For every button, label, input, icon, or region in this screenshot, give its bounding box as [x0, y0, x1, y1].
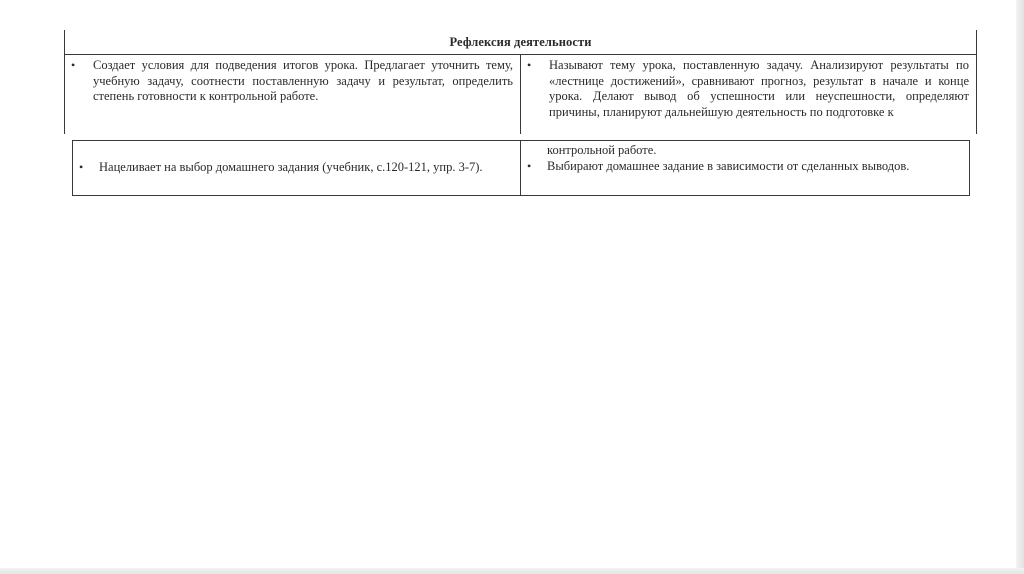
student-homework-text: Выбирают домашнее задание в зависимости от сделанных выводов. — [547, 158, 910, 173]
column-divider — [520, 55, 521, 134]
list-item — [527, 159, 963, 175]
slide-frame-right-edge — [1016, 0, 1024, 574]
slide-frame-bottom-edge — [0, 568, 1024, 574]
list-item — [527, 58, 969, 120]
student-activity-text: Называют тему урока, поставленную задачу. Анализируют результаты по «лестнице достижений», сравнивают прогноз, результат в начале и конце урока. Делают вывод об успешности или неуспешности, определяют причины, планируют дальнейшую деятельность по подготовке к — [549, 58, 969, 119]
teacher-homework-text: Нацеливает на выбор домашнего задания (учебник, с.120-121, упр. 3-7). — [99, 160, 483, 174]
bullet-icon: • — [71, 58, 76, 72]
reflection-table-fragment — [64, 30, 977, 134]
student-activity-cell — [527, 58, 969, 120]
teacher-activity-cell — [71, 58, 513, 105]
bullet-icon: • — [527, 58, 532, 72]
bullet-icon: • — [527, 158, 532, 173]
list-item — [71, 58, 513, 105]
homework-table — [72, 140, 970, 196]
student-homework-cell — [527, 143, 963, 174]
bullet-icon: • — [79, 160, 84, 174]
column-divider — [520, 141, 521, 195]
list-item — [79, 160, 513, 176]
continuation-text: контрольной работе. — [547, 143, 657, 157]
table-header: Рефлексия деятельности — [65, 30, 976, 55]
teacher-activity-text: Создает условия для подведения итогов урока. Предлагает уточнить тему, учебную задачу, соотнести поставленную задачу и результат, определить степень готовности к контрольной работе. — [93, 58, 513, 104]
teacher-homework-cell — [79, 160, 513, 176]
table-row — [65, 55, 976, 134]
